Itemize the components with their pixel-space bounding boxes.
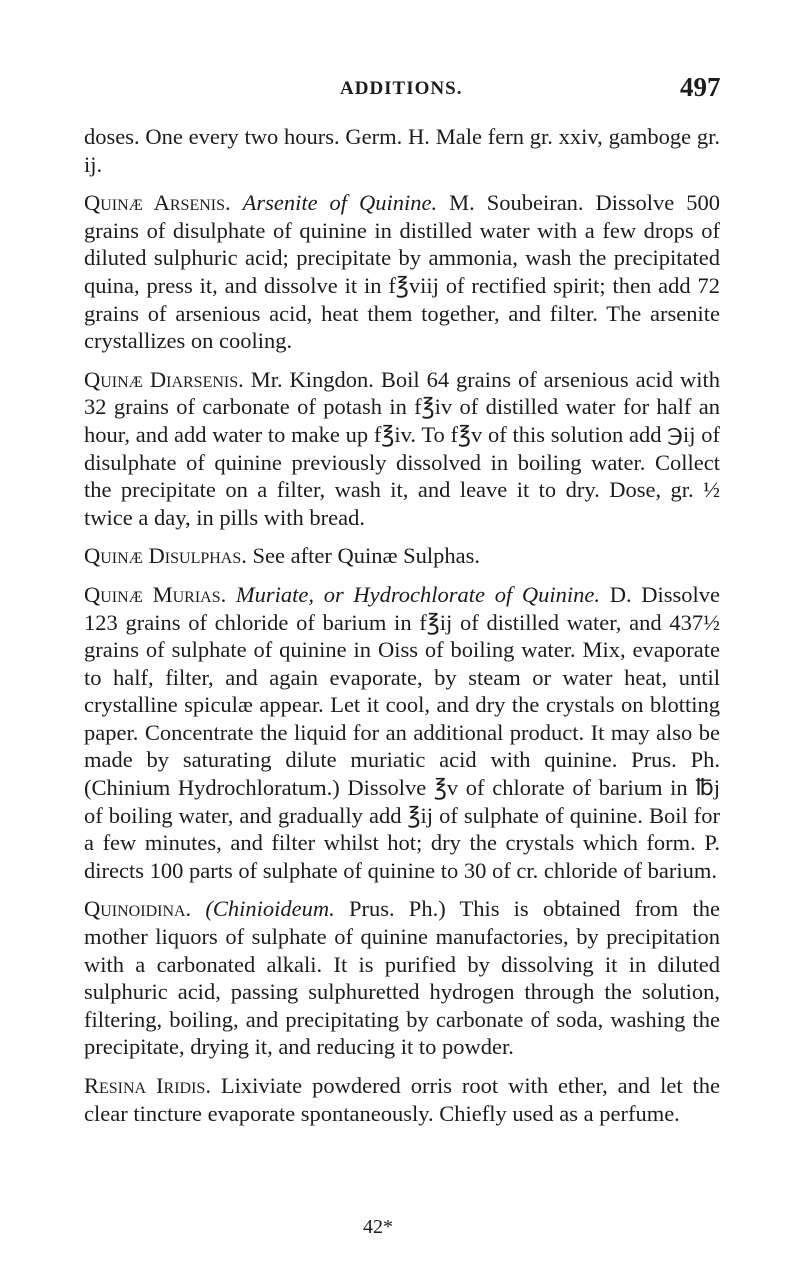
- entry-title: (Chinioideum.: [205, 896, 335, 922]
- entry-text: D. Dissolve 123 grains of chloride of barium in f℥ij of distilled water, and 437½ grains of sulphate of quinine in Oiss of boiling water. Mix, evaporate to half, filter, and again evaporate, by steam or water heat, until crystalline spiculæ appear. Let it cool, and dry the crystals on blotting paper. Concentrate the liquid for an additional product. It may also be made by saturating dilute muriatic acid with quinine. Prus. Ph. (Chinium Hydrochloratum.) Dissolve ℥v of chlorate of barium in ℔j of boiling water, and gradually add ℥ij of sulphate of quinine. Boil for a few minutes, and filter whilst hot; dry the crystals which form. P. directs 100 parts of sulphate of quinine to 30 of cr. chloride of barium.: [84, 581, 721, 883]
- entry-text: Lixiviate powdered orris root with ether, and let the clear tincture evaporate spontaneously. Chiefly used as a perfume.: [84, 1073, 721, 1126]
- entry-heading: Resina Iridis.: [84, 1073, 211, 1098]
- page-number: 497: [680, 72, 721, 102]
- entry-heading: Quinæ Disulphas.: [84, 543, 247, 569]
- entry-heading: Quinoidina.: [84, 896, 192, 922]
- entry-text: Prus. Ph.) This is obtained from the mother liquors of sulphate of quinine manufactories, by precipitation with a carbonated alkali. It is purified by dissolving it in diluted sulphuric acid, passing sulphuretted hydrogen through the solution, filtering, boiling, and precipitating by carbonate of soda, washing the precipitate, drying it, and reducing it to powder.: [84, 896, 720, 1060]
- entry-quinae-disulphas: [84, 542, 720, 570]
- entry-quinae-murias: [84, 581, 720, 885]
- entry-quinae-diarsenis: [84, 366, 720, 532]
- entry-heading: Quinæ Murias.: [84, 581, 227, 607]
- entry-heading: Quinæ Diarsenis.: [84, 366, 244, 392]
- body-text: [84, 123, 720, 1127]
- entry-text: See after Quinæ Sulphas.: [252, 543, 480, 569]
- running-title: ADDITIONS.: [340, 78, 463, 99]
- entry-quinoidina: [84, 895, 720, 1061]
- entry-text: Mr. Kingdon. Boil 64 grains of arsenious acid with 32 grains of carbonate of potash in f℥iv of distilled water for half an hour, and add water to make up f℥iv. To f℥v of this solution add ℈ij of disulphate of quinine previously dissolved in boiling water. Collect the precipitate on a filter, wash it, and leave it to dry. Dose, gr. ½ twice a day, in pills with bread.: [84, 366, 721, 530]
- entry-resina-iridis: [84, 1072, 720, 1127]
- paragraph-text: doses. One every two hours. Germ. H. Male fern gr. xxiv, gamboge gr. ij.: [84, 124, 720, 177]
- signature-mark: 42*: [363, 1216, 393, 1238]
- entry-title: Muriate, or Hydrochlorate of Quinine.: [235, 581, 601, 607]
- entry-heading: Quinæ Arsenis.: [84, 190, 231, 216]
- paragraph-continuation: [84, 123, 720, 178]
- entry-text: M. Soubeiran. Dissolve 500 grains of disulphate of quinine in distilled water with a few drops of diluted sulphuric acid; precipitate by ammonia, wash the precipitated quina, press it, and dissolve it in f℥viij of rectified spirit; then add 72 grains of arsenious acid, heat them together, and filter. The arsenite crystallizes on cooling.: [84, 190, 720, 354]
- entry-quinae-arsenis: [84, 189, 720, 355]
- entry-title: Arsenite of Quinine.: [242, 190, 438, 216]
